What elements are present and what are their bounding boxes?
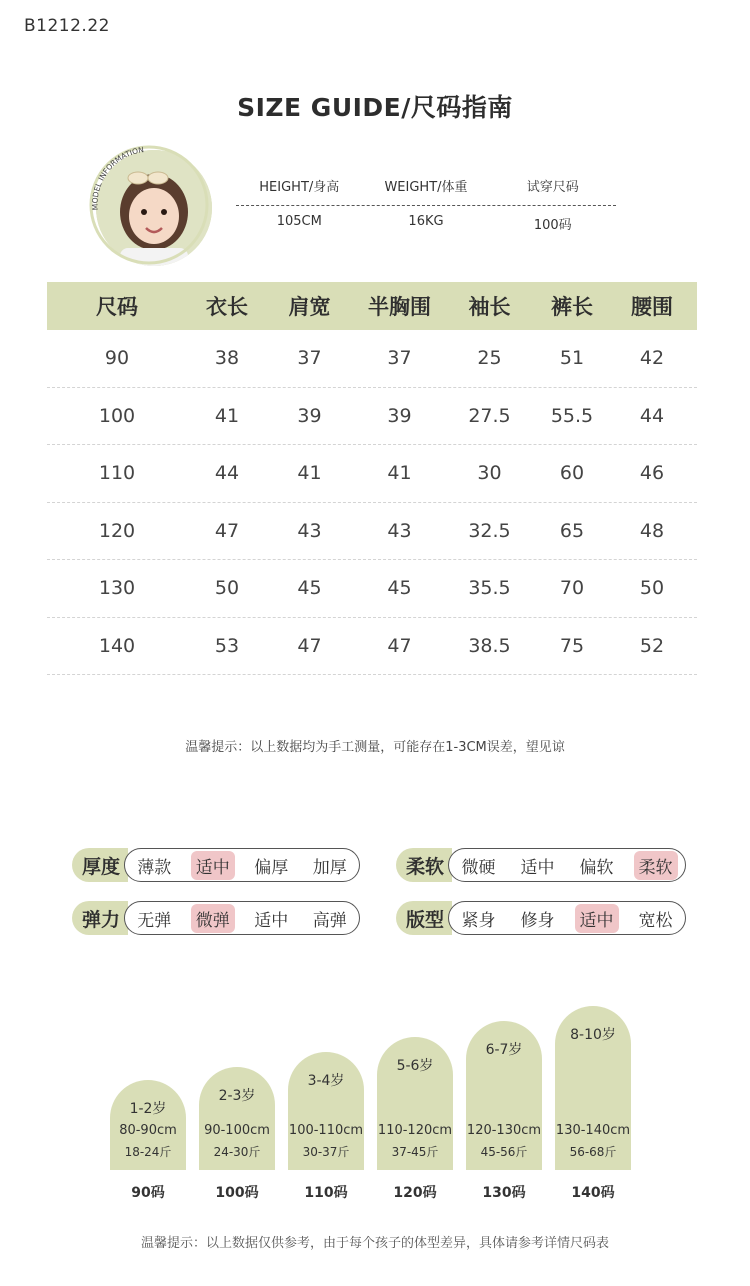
model-information-badge (84, 140, 214, 270)
col-header-shoulder: 肩宽 (288, 295, 331, 319)
table-cell: 39 (297, 404, 322, 427)
attr-options (124, 848, 360, 882)
age-label: 2-3岁 (218, 1088, 256, 1104)
attr-elasticity (72, 901, 360, 935)
age-bar (199, 1067, 275, 1170)
col-header-sleeve: 袖长 (468, 295, 511, 319)
table-cell: 38 (214, 347, 240, 370)
age-label: 8-10岁 (570, 1027, 616, 1043)
size-table-body (47, 330, 697, 675)
attr-option-selected: 微弹 (191, 904, 235, 933)
attr-option: 微硬 (461, 857, 496, 878)
attr-option: 偏厚 (254, 857, 289, 878)
table-cell: 46 (639, 462, 665, 485)
attr-option: 适中 (520, 857, 555, 878)
size-label: 130码 (482, 1185, 526, 1201)
attr-option-selected: 适中 (575, 904, 619, 933)
age-bar (110, 1080, 186, 1170)
table-cell: 47 (387, 634, 412, 657)
weight-range: 24-30斤 (213, 1145, 261, 1159)
table-cell: 44 (639, 404, 665, 427)
product-code: B1212.22 (24, 16, 110, 36)
model-weight-label: WEIGHT/体重 (384, 180, 468, 195)
measure-tip: 温馨提示：以上数据均为手工测量，可能存在1-3CM误差，望见谅 (185, 740, 565, 755)
table-cell: 37 (387, 347, 412, 370)
attr-option: 加厚 (312, 857, 347, 878)
svg-text:MODEL INFORMATION (91, 145, 145, 210)
col-header-length: 衣长 (206, 295, 248, 319)
table-cell: 45 (297, 577, 322, 600)
divider (236, 205, 616, 206)
age-bar (555, 1006, 631, 1170)
table-cell: 48 (639, 519, 665, 542)
attr-option: 薄款 (137, 857, 172, 878)
size-table-header (47, 282, 697, 330)
attr-option-selected: 适中 (191, 851, 235, 880)
model-badge-text: MODEL INFORMATION (90, 145, 145, 211)
table-cell: 52 (639, 634, 665, 657)
table-cell: 37 (297, 347, 322, 370)
table-cell: 53 (214, 634, 240, 657)
attr-label: 弹力 (72, 901, 128, 935)
table-cell: 47 (297, 634, 322, 657)
attr-option-selected: 柔软 (634, 851, 678, 880)
table-cell: 38.5 (468, 634, 511, 657)
attr-option: 紧身 (461, 910, 496, 931)
table-cell: 43 (297, 519, 322, 542)
model-height-label: HEIGHT/身高 (259, 180, 340, 195)
attr-options (448, 901, 686, 935)
table-cell: 39 (387, 404, 412, 427)
table-cell: 120 (98, 519, 136, 542)
table-cell: 45 (387, 577, 412, 600)
table-cell: 41 (387, 462, 412, 485)
table-cell: 60 (559, 462, 585, 485)
size-label: 110码 (304, 1185, 348, 1201)
model-info (236, 176, 616, 233)
table-cell: 90 (104, 347, 130, 370)
age-bar (466, 1021, 542, 1170)
height-range: 100-110cm (288, 1123, 364, 1138)
reference-tip: 温馨提示：以上数据仅供参考，由于每个孩子的体型差异，具体请参考详情尺码表 (140, 1236, 609, 1251)
model-weight-value: 16KG (408, 214, 444, 229)
attr-label: 厚度 (72, 848, 128, 882)
table-cell: 55.5 (550, 404, 594, 427)
table-cell: 140 (98, 634, 136, 657)
table-cell: 50 (639, 577, 665, 600)
table-cell: 110 (98, 462, 136, 485)
table-cell: 42 (639, 347, 665, 370)
table-row (47, 445, 697, 503)
table-cell: 51 (559, 347, 585, 370)
height-range: 120-130cm (466, 1123, 542, 1138)
table-cell: 35.5 (468, 577, 511, 600)
table-row (47, 560, 697, 618)
table-cell: 50 (214, 577, 240, 600)
size-label: 140码 (571, 1185, 615, 1201)
age-label: 1-2岁 (129, 1101, 167, 1117)
height-range: 80-90cm (119, 1123, 177, 1138)
table-cell: 75 (559, 634, 585, 657)
attr-options (448, 848, 686, 882)
height-range: 90-100cm (204, 1123, 270, 1138)
table-row (47, 618, 697, 676)
weight-range: 45-56斤 (480, 1145, 528, 1159)
age-bar (288, 1052, 364, 1170)
model-size-value: 100码 (533, 218, 572, 233)
model-height-value: 105CM (276, 214, 322, 229)
page-title: SIZE GUIDE/尺码指南 (237, 93, 513, 122)
attr-option: 宽松 (638, 910, 673, 931)
col-header-waist: 腰围 (631, 295, 673, 319)
height-range: 130-140cm (555, 1123, 631, 1138)
table-cell: 41 (297, 462, 322, 485)
attr-option: 适中 (254, 910, 289, 931)
attr-option: 无弹 (137, 910, 172, 931)
age-label: 3-4岁 (307, 1073, 345, 1089)
table-cell: 30 (477, 462, 502, 485)
weight-range: 37-45斤 (391, 1145, 439, 1159)
table-cell: 47 (214, 519, 240, 542)
age-label: 6-7岁 (485, 1042, 523, 1058)
table-cell: 100 (98, 404, 136, 427)
weight-range: 18-24斤 (124, 1145, 172, 1159)
size-label: 90码 (131, 1185, 165, 1201)
size-label: 100码 (215, 1185, 259, 1201)
size-table (47, 282, 697, 675)
attr-option: 修身 (520, 910, 555, 931)
weight-range: 30-37斤 (302, 1145, 350, 1159)
attr-label: 版型 (396, 901, 452, 935)
table-cell: 43 (387, 519, 412, 542)
attr-fit (396, 901, 686, 935)
col-header-chest: 半胸围 (368, 295, 431, 319)
attr-label: 柔软 (396, 848, 452, 882)
size-label: 120码 (393, 1185, 437, 1201)
table-cell: 130 (98, 577, 136, 600)
attr-options (124, 901, 360, 935)
height-range: 110-120cm (377, 1123, 453, 1138)
table-row (47, 388, 697, 446)
table-row (47, 503, 697, 561)
age-bar (377, 1037, 453, 1170)
model-size-label: 试穿尺码 (526, 180, 579, 195)
attr-thickness (72, 848, 360, 882)
table-cell: 65 (559, 519, 585, 542)
attr-option: 高弹 (312, 910, 347, 931)
table-row (47, 330, 697, 388)
age-label: 5-6岁 (396, 1058, 434, 1074)
table-cell: 32.5 (468, 519, 511, 542)
table-cell: 27.5 (468, 404, 511, 427)
attr-softness (396, 848, 686, 882)
attr-option: 偏软 (579, 857, 614, 878)
weight-range: 56-68斤 (569, 1145, 617, 1159)
table-cell: 44 (214, 462, 240, 485)
col-header-pants: 裤长 (551, 295, 593, 319)
table-cell: 25 (477, 347, 502, 370)
table-cell: 41 (214, 404, 240, 427)
table-cell: 70 (559, 577, 585, 600)
col-header-size: 尺码 (96, 295, 138, 319)
